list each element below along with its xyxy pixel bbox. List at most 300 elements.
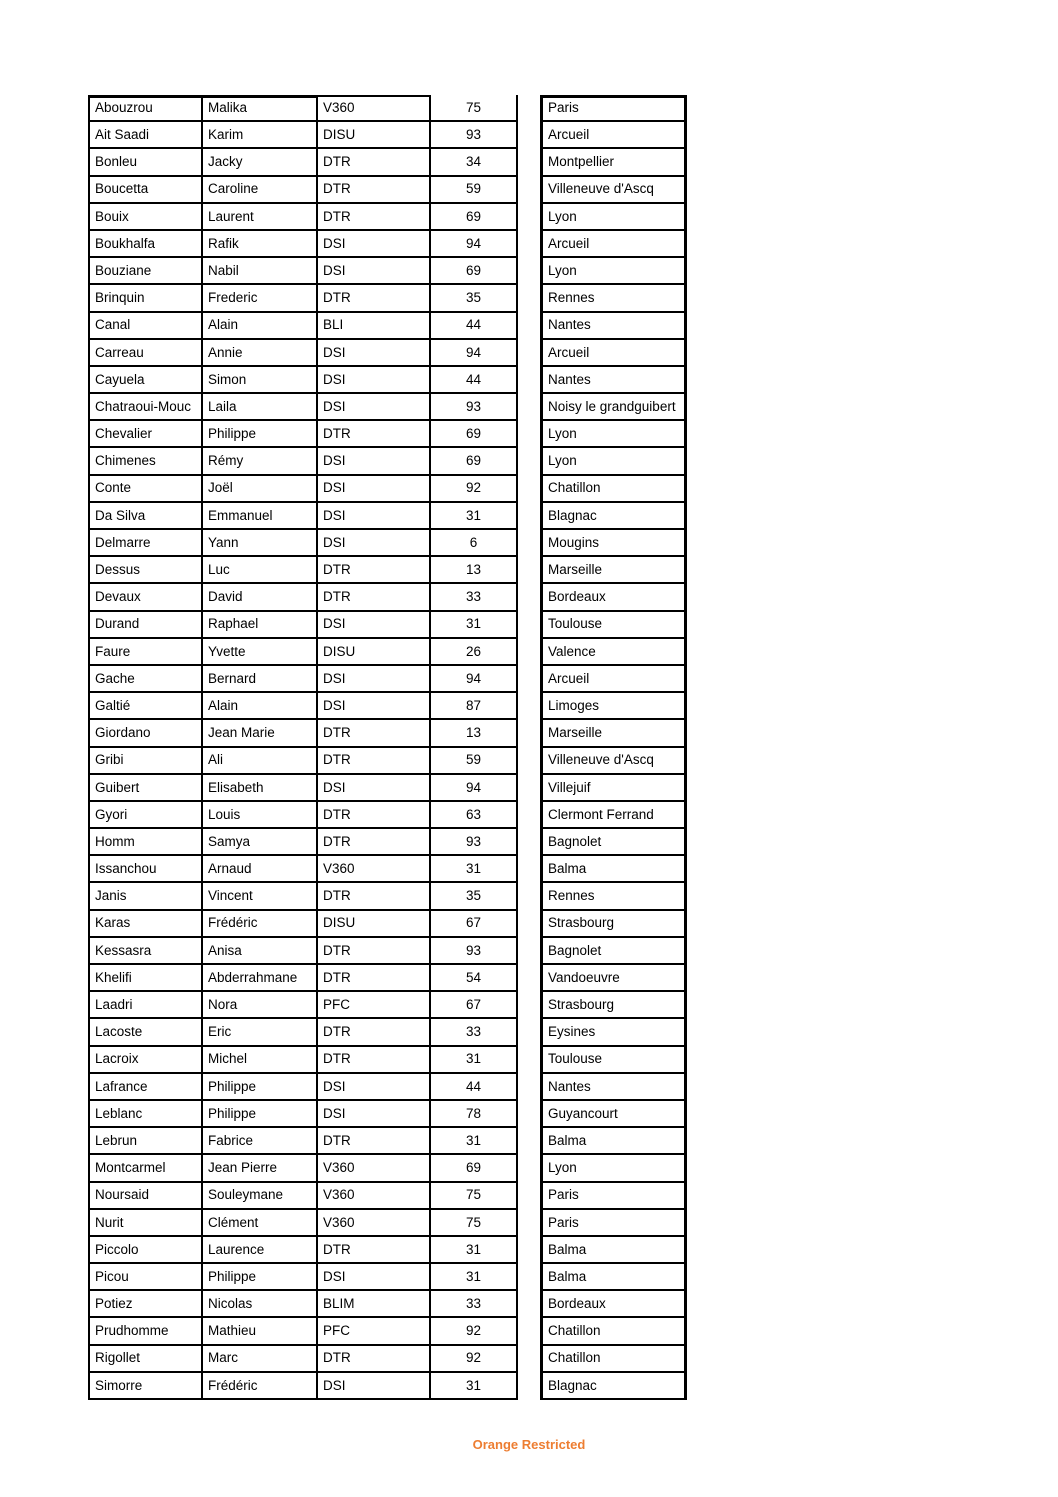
table-row-city <box>543 1074 684 1101</box>
entity-cell: DTR <box>318 748 431 775</box>
first-name-cell: Alain <box>203 693 318 720</box>
city-cell: Strasbourg <box>543 992 684 1019</box>
table-row <box>90 1264 518 1291</box>
first-name-cell: Bernard <box>203 666 318 693</box>
last-name-cell: Delmarre <box>90 530 203 557</box>
table-row-city <box>543 1318 684 1345</box>
entity-cell: DSI <box>318 258 431 285</box>
table-row <box>90 231 518 258</box>
table-row <box>90 748 518 775</box>
dept-cell: 94 <box>431 666 518 693</box>
city-cell: Bordeaux <box>543 584 684 611</box>
city-cell: Lyon <box>543 448 684 475</box>
city-cell: Balma <box>543 1264 684 1291</box>
first-name-cell: Marc <box>203 1346 318 1373</box>
table-row-city <box>543 204 684 231</box>
last-name-cell: Carreau <box>90 340 203 367</box>
city-cell: Toulouse <box>543 612 684 639</box>
entity-cell: DSI <box>318 612 431 639</box>
city-cell: Blagnac <box>543 1373 684 1400</box>
entity-cell: DISU <box>318 639 431 666</box>
table-row <box>90 1128 518 1155</box>
last-name-cell: Leblanc <box>90 1101 203 1128</box>
table-row <box>90 340 518 367</box>
table-row <box>90 856 518 883</box>
last-name-cell: Galtié <box>90 693 203 720</box>
table-row-city <box>543 557 684 584</box>
first-name-cell: Raphael <box>203 612 318 639</box>
last-name-cell: Gyori <box>90 802 203 829</box>
table-row-city <box>543 231 684 258</box>
table-row-city <box>543 1019 684 1046</box>
last-name-cell: Prudhomme <box>90 1318 203 1345</box>
entity-cell: DTR <box>318 557 431 584</box>
last-name-cell: Lebrun <box>90 1128 203 1155</box>
first-name-cell: Laurent <box>203 204 318 231</box>
entity-cell: DSI <box>318 775 431 802</box>
entity-cell: DSI <box>318 1074 431 1101</box>
entity-cell: DSI <box>318 340 431 367</box>
last-name-cell: Abouzrou <box>90 95 203 122</box>
dept-cell: 93 <box>431 938 518 965</box>
last-name-cell: Piccolo <box>90 1237 203 1264</box>
dept-cell: 75 <box>431 1210 518 1237</box>
table-row-city <box>543 584 684 611</box>
table-row <box>90 775 518 802</box>
last-name-cell: Bonleu <box>90 149 203 176</box>
first-name-cell: Ali <box>203 748 318 775</box>
last-name-cell: Durand <box>90 612 203 639</box>
dept-cell: 93 <box>431 122 518 149</box>
table-row <box>90 720 518 747</box>
entity-cell: DTR <box>318 1047 431 1074</box>
table-row-city <box>543 340 684 367</box>
table-row <box>90 95 518 122</box>
city-cell: Villejuif <box>543 775 684 802</box>
first-name-cell: Karim <box>203 122 318 149</box>
city-cell: Strasbourg <box>543 911 684 938</box>
entity-cell: DSI <box>318 394 431 421</box>
table-row-city <box>543 122 684 149</box>
table-row <box>90 666 518 693</box>
dept-cell: 67 <box>431 992 518 1019</box>
table-row-city <box>543 367 684 394</box>
table-row <box>90 394 518 421</box>
last-name-cell: Brinquin <box>90 285 203 312</box>
dept-cell: 94 <box>431 775 518 802</box>
first-name-cell: Frédéric <box>203 911 318 938</box>
table-row <box>90 421 518 448</box>
dept-cell: 33 <box>431 584 518 611</box>
first-name-cell: Jean Marie <box>203 720 318 747</box>
dept-cell: 92 <box>431 476 518 503</box>
dept-cell: 31 <box>431 1373 518 1400</box>
table-row-city <box>543 1346 684 1373</box>
first-name-cell: Michel <box>203 1047 318 1074</box>
dept-cell: 13 <box>431 557 518 584</box>
table-row-city <box>543 829 684 856</box>
dept-cell: 75 <box>431 95 518 122</box>
city-cell: Arcueil <box>543 340 684 367</box>
dept-cell: 59 <box>431 748 518 775</box>
last-name-cell: Conte <box>90 476 203 503</box>
table-row <box>90 557 518 584</box>
city-cell: Nantes <box>543 367 684 394</box>
table-row <box>90 992 518 1019</box>
table-row-city <box>543 1047 684 1074</box>
dept-cell: 92 <box>431 1318 518 1345</box>
city-cell: Nantes <box>543 1074 684 1101</box>
table-row <box>90 1074 518 1101</box>
table-row <box>90 177 518 204</box>
table-row-city <box>543 1155 684 1182</box>
table-row-city <box>543 1291 684 1318</box>
table-row-city <box>543 448 684 475</box>
dept-cell: 69 <box>431 204 518 231</box>
dept-cell: 31 <box>431 1128 518 1155</box>
table-row <box>90 1346 518 1373</box>
table-row-city <box>543 911 684 938</box>
table-row <box>90 1183 518 1210</box>
entity-cell: DTR <box>318 149 431 176</box>
first-name-cell: Frédéric <box>203 1373 318 1400</box>
last-name-cell: Bouziane <box>90 258 203 285</box>
first-name-cell: Jean Pierre <box>203 1155 318 1182</box>
entity-cell: DSI <box>318 1373 431 1400</box>
dept-cell: 69 <box>431 1155 518 1182</box>
entity-cell: PFC <box>318 992 431 1019</box>
last-name-cell: Simorre <box>90 1373 203 1400</box>
table-row <box>90 1210 518 1237</box>
city-cell: Valence <box>543 639 684 666</box>
entity-cell: DTR <box>318 1237 431 1264</box>
confidentiality-footer: Orange Restricted <box>472 1437 586 1452</box>
table-row-city <box>543 992 684 1019</box>
table-row <box>90 1101 518 1128</box>
entity-cell: DISU <box>318 911 431 938</box>
entity-cell: DTR <box>318 938 431 965</box>
entity-cell: DSI <box>318 231 431 258</box>
entity-cell: DSI <box>318 503 431 530</box>
entity-cell: DTR <box>318 965 431 992</box>
last-name-cell: Guibert <box>90 775 203 802</box>
table-row-city <box>543 965 684 992</box>
city-cell: Toulouse <box>543 1047 684 1074</box>
entity-cell: DSI <box>318 448 431 475</box>
last-name-cell: Boukhalfa <box>90 231 203 258</box>
last-name-cell: Nurit <box>90 1210 203 1237</box>
first-name-cell: Mathieu <box>203 1318 318 1345</box>
table-row-city <box>543 530 684 557</box>
table-row <box>90 1019 518 1046</box>
first-name-cell: Philippe <box>203 421 318 448</box>
first-name-cell: Samya <box>203 829 318 856</box>
last-name-cell: Noursaid <box>90 1183 203 1210</box>
table-row <box>90 584 518 611</box>
first-name-cell: Philippe <box>203 1074 318 1101</box>
last-name-cell: Picou <box>90 1264 203 1291</box>
last-name-cell: Da Silva <box>90 503 203 530</box>
entity-cell: DTR <box>318 1346 431 1373</box>
entity-cell: DTR <box>318 1128 431 1155</box>
city-cell: Limoges <box>543 693 684 720</box>
first-name-cell: Anisa <box>203 938 318 965</box>
dept-cell: 31 <box>431 1237 518 1264</box>
entity-cell: DTR <box>318 584 431 611</box>
entity-cell: DTR <box>318 1019 431 1046</box>
dept-cell: 92 <box>431 1346 518 1373</box>
last-name-cell: Giordano <box>90 720 203 747</box>
table-row <box>90 612 518 639</box>
city-cell: Balma <box>543 1237 684 1264</box>
entity-cell: DSI <box>318 666 431 693</box>
table-row-city <box>543 1264 684 1291</box>
last-name-cell: Devaux <box>90 584 203 611</box>
table-row-city <box>543 693 684 720</box>
last-name-cell: Khelifi <box>90 965 203 992</box>
dept-cell: 31 <box>431 856 518 883</box>
first-name-cell: Souleymane <box>203 1183 318 1210</box>
first-name-cell: Nicolas <box>203 1291 318 1318</box>
last-name-cell: Lacoste <box>90 1019 203 1046</box>
table-row-city <box>543 938 684 965</box>
last-name-cell: Chimenes <box>90 448 203 475</box>
last-name-cell: Lacroix <box>90 1047 203 1074</box>
table-row <box>90 829 518 856</box>
city-cell: Bordeaux <box>543 1291 684 1318</box>
table-row-city <box>543 802 684 829</box>
last-name-cell: Montcarmel <box>90 1155 203 1182</box>
last-name-cell: Lafrance <box>90 1074 203 1101</box>
dept-cell: 75 <box>431 1183 518 1210</box>
first-name-cell: Nora <box>203 992 318 1019</box>
table-row <box>90 1291 518 1318</box>
dept-cell: 54 <box>431 965 518 992</box>
first-name-cell: Clément <box>203 1210 318 1237</box>
table-row <box>90 883 518 910</box>
last-name-cell: Karas <box>90 911 203 938</box>
first-name-cell: Emmanuel <box>203 503 318 530</box>
dept-cell: 31 <box>431 612 518 639</box>
entity-cell: DSI <box>318 530 431 557</box>
entity-cell: DTR <box>318 285 431 312</box>
dept-cell: 44 <box>431 313 518 340</box>
last-name-cell: Janis <box>90 883 203 910</box>
first-name-cell: Alain <box>203 313 318 340</box>
city-cell: Lyon <box>543 1155 684 1182</box>
first-name-cell: Laurence <box>203 1237 318 1264</box>
table-row-city <box>543 1128 684 1155</box>
dept-cell: 31 <box>431 1047 518 1074</box>
first-name-cell: Laila <box>203 394 318 421</box>
first-name-cell: Vincent <box>203 883 318 910</box>
city-cell: Montpellier <box>543 149 684 176</box>
first-name-cell: Rafik <box>203 231 318 258</box>
dept-cell: 69 <box>431 421 518 448</box>
city-cell: Bagnolet <box>543 938 684 965</box>
dept-cell: 31 <box>431 1264 518 1291</box>
table-row <box>90 285 518 312</box>
entity-cell: DTR <box>318 802 431 829</box>
table-row-city <box>543 775 684 802</box>
first-name-cell: Frederic <box>203 285 318 312</box>
last-name-cell: Faure <box>90 639 203 666</box>
last-name-cell: Canal <box>90 313 203 340</box>
first-name-cell: Caroline <box>203 177 318 204</box>
table-row <box>90 1237 518 1264</box>
city-cell: Eysines <box>543 1019 684 1046</box>
last-name-cell: Gribi <box>90 748 203 775</box>
table-row <box>90 503 518 530</box>
city-cell: Mougins <box>543 530 684 557</box>
last-name-cell: Dessus <box>90 557 203 584</box>
table-row-city <box>543 394 684 421</box>
first-name-cell: Abderrahmane <box>203 965 318 992</box>
first-name-cell: Fabrice <box>203 1128 318 1155</box>
entity-cell: DTR <box>318 421 431 448</box>
dept-cell: 13 <box>431 720 518 747</box>
city-cell: Blagnac <box>543 503 684 530</box>
table-row <box>90 149 518 176</box>
dept-cell: 69 <box>431 258 518 285</box>
dept-cell: 94 <box>431 231 518 258</box>
table-row <box>90 1373 518 1400</box>
city-cell: Lyon <box>543 204 684 231</box>
dept-cell: 33 <box>431 1019 518 1046</box>
first-name-cell: Louis <box>203 802 318 829</box>
table-row <box>90 911 518 938</box>
city-cell: Clermont Ferrand <box>543 802 684 829</box>
entity-cell: DTR <box>318 204 431 231</box>
last-name-cell: Homm <box>90 829 203 856</box>
city-cell: Rennes <box>543 883 684 910</box>
table-row-city <box>543 285 684 312</box>
city-cell: Paris <box>543 95 684 122</box>
dept-cell: 93 <box>431 829 518 856</box>
dept-cell: 44 <box>431 367 518 394</box>
table-row <box>90 313 518 340</box>
dept-cell: 35 <box>431 883 518 910</box>
last-name-cell: Potiez <box>90 1291 203 1318</box>
table-row-city <box>543 856 684 883</box>
table-row <box>90 204 518 231</box>
entity-cell: BLI <box>318 313 431 340</box>
table-city-block <box>540 95 687 1400</box>
city-cell: Paris <box>543 1183 684 1210</box>
entity-cell: V360 <box>318 95 431 122</box>
last-name-cell: Laadri <box>90 992 203 1019</box>
entity-cell: DISU <box>318 122 431 149</box>
dept-cell: 6 <box>431 530 518 557</box>
table-row-city <box>543 1210 684 1237</box>
entity-cell: DTR <box>318 883 431 910</box>
table-row-city <box>543 666 684 693</box>
table-row-city <box>543 1183 684 1210</box>
city-cell: Paris <box>543 1210 684 1237</box>
last-name-cell: Ait Saadi <box>90 122 203 149</box>
city-cell: Lyon <box>543 421 684 448</box>
city-cell: Marseille <box>543 557 684 584</box>
first-name-cell: Rémy <box>203 448 318 475</box>
first-name-cell: Nabil <box>203 258 318 285</box>
table-row <box>90 1155 518 1182</box>
table-row <box>90 476 518 503</box>
table-row-city <box>543 149 684 176</box>
first-name-cell: Philippe <box>203 1264 318 1291</box>
table-row-city <box>543 313 684 340</box>
table-row <box>90 1318 518 1345</box>
table-row <box>90 1047 518 1074</box>
last-name-cell: Chevalier <box>90 421 203 448</box>
people-table <box>88 95 687 1401</box>
table-row <box>90 693 518 720</box>
city-cell: Rennes <box>543 285 684 312</box>
dept-cell: 33 <box>431 1291 518 1318</box>
first-name-cell: Annie <box>203 340 318 367</box>
entity-cell: V360 <box>318 1155 431 1182</box>
last-name-cell: Cayuela <box>90 367 203 394</box>
first-name-cell: Elisabeth <box>203 775 318 802</box>
city-cell: Marseille <box>543 720 684 747</box>
table-row-city <box>543 1373 684 1400</box>
table-row-city <box>543 639 684 666</box>
first-name-cell: David <box>203 584 318 611</box>
city-cell: Noisy le grandguibert <box>543 394 684 421</box>
table-left-block <box>88 95 518 1400</box>
dept-cell: 93 <box>431 394 518 421</box>
city-cell: Bagnolet <box>543 829 684 856</box>
table-row-city <box>543 421 684 448</box>
entity-cell: DSI <box>318 1101 431 1128</box>
city-cell: Lyon <box>543 258 684 285</box>
city-cell: Arcueil <box>543 666 684 693</box>
entity-cell: DSI <box>318 476 431 503</box>
entity-cell: DTR <box>318 829 431 856</box>
dept-cell: 34 <box>431 149 518 176</box>
first-name-cell: Eric <box>203 1019 318 1046</box>
city-cell: Arcueil <box>543 231 684 258</box>
table-row-city <box>543 503 684 530</box>
dept-cell: 26 <box>431 639 518 666</box>
city-cell: Chatillon <box>543 1318 684 1345</box>
city-cell: Arcueil <box>543 122 684 149</box>
table-row-city <box>543 177 684 204</box>
dept-cell: 31 <box>431 503 518 530</box>
first-name-cell: Luc <box>203 557 318 584</box>
last-name-cell: Gache <box>90 666 203 693</box>
dept-cell: 78 <box>431 1101 518 1128</box>
entity-cell: DSI <box>318 1264 431 1291</box>
dept-cell: 44 <box>431 1074 518 1101</box>
last-name-cell: Chatraoui-Mouc <box>90 394 203 421</box>
city-cell: Nantes <box>543 313 684 340</box>
entity-cell: V360 <box>318 1183 431 1210</box>
first-name-cell: Jacky <box>203 149 318 176</box>
table-row-city <box>543 883 684 910</box>
last-name-cell: Boucetta <box>90 177 203 204</box>
entity-cell: DSI <box>318 693 431 720</box>
table-row-city <box>543 720 684 747</box>
last-name-cell: Bouix <box>90 204 203 231</box>
entity-cell: V360 <box>318 856 431 883</box>
table-row <box>90 965 518 992</box>
first-name-cell: Joël <box>203 476 318 503</box>
entity-cell: DTR <box>318 177 431 204</box>
table-row-city <box>543 748 684 775</box>
table-row <box>90 367 518 394</box>
entity-cell: BLIM <box>318 1291 431 1318</box>
table-row <box>90 258 518 285</box>
